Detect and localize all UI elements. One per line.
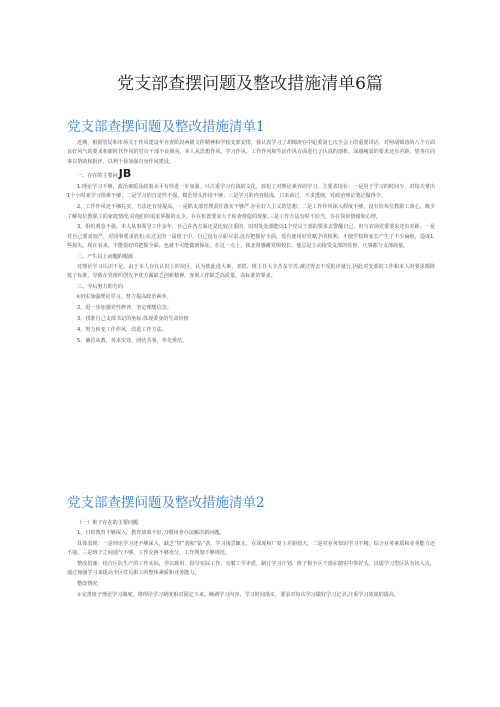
section-1-body [67, 139, 435, 347]
section-1-intro: 近期，根据管局和市场关于作风建设年自查阶段两级文件精神和学校支部安排，我认真学习了胡锦涛在中纪委第七次全会上的重要讲话。对照胡锦涛的八个方面良好风气的要求和新时代作风的党员干部不良倾向，本人从思想作风、学习作风、工作作风和生活作风方面进行了认真的剖析，深感瘦弱的要求还有差距，望各位同事以帮助和批评，以利于我加强自身作风建设。 [67, 140, 435, 165]
section-2-paragraph-2: 具体表现：一是理论学习还不够深入，缺乏“挤”劲和“钻”劲，学习浅尝辄止，在深度和广度上差距较大。二是对业务知识学习不精，综合业务素质和业务能力还不强。三是班子之间通气不够，工作交换不够充分，工作规划不够规范。 [67, 541, 435, 557]
list-item: 3、找准自己支部书记的坐标,体现委身的生命价值 [77, 316, 189, 323]
list-item: 5、廉洁从教，务求实效，团结共事，率先垂范。 [77, 337, 188, 344]
section-2-paragraph-3: 整改措施：结合区队生产的工作实际，学以致用，指导实际工作，克服工学矛盾，制订学习计划，班子和全区干部在踏实中带好头。以提学习型区队为切入点，通过加强学习来提高全区党员职工的整体素质和业务能力。 [67, 561, 435, 577]
document-title: 党支部查摆问题及整改措施清单6篇 [117, 74, 383, 94]
section-2-paragraph-1: 1、日常教育不够深入，教育效果不好,习惯用老办法解决新问题。 [77, 530, 225, 537]
list-item: 2、进一步加强党性修养，坚定理想信念。 [77, 305, 172, 312]
list-item: k切实加强理论学习，努力提高政治素养。 [77, 294, 172, 301]
list-item: 4、努力转变工作作风，改进工作方法。 [77, 326, 167, 333]
section-1-heading-1-text: 一、存在的主要问 [77, 172, 118, 179]
section-1-heading-1-suffix: JB [118, 166, 132, 180]
section-2-paragraph-5: ①完善班子理论学习制度，将理论学习制度相对固定下来。确剥学习内容、学习时间落实，要求对每次学习做好学习记录,注重学习效果的提高。 [77, 592, 400, 599]
section-1-heading-3: 三、今后努力的方向 [77, 284, 123, 291]
section-1-paragraph-4: 对理论学习认识不足。由于本人存在认识上的误区，认为彼此进大素，老搭、班主任大辛苦多辛苦,被过得去不受批评就行,因此对支部的工作和本人的要求都降低了标准，导致在党组织创先争优方面缺乏创新精神，客观工作缺乏高质量，高标准的要求。 [67, 264, 435, 280]
section-1-title: 党支部查摆问题及整改措施清单1 [67, 119, 265, 135]
section-1-paragraph-1: 1.理论学习不够，政治素质及政策水平有待进一步加强。只注重学习有钱的文化，放松了对理论素养的学习。主要表现在：一是用于学习的时间少，对每天拿出1个小时来学习很难不够；二是学习的自觉性不强，模范带头作用不够；三是学习的内容肤浅，只求读过，不求透彻，对政治理论笔记做得少。 [67, 184, 435, 200]
section-2-paragraph-4: 整改情况： [77, 581, 103, 588]
section-2-body [67, 518, 435, 602]
section-2-heading-1: （一）班子存在的主要问题 [77, 520, 139, 526]
section-2-title: 党支部查摆问题及整改措施清单2 [67, 495, 265, 511]
section-1-heading-1 [67, 166, 435, 181]
section-1-paragraph-3: 3、组织观念不强。本人从事领导工作多年，自己在各方面还是比较注重的，时时处处都能以1个党员干部的要求去警醒自己，但与农场党委要求还有差距。一是对自己要求较严，对同事要求放松;在过去的一届班子中，自己没有尽职尽责,没有把握好全面，没有使用好党赋予的权利，才使学校和家长产生了不少麻烦，造成1.些损失。现在看来，不能很好的把握全面，也就不可能做到保证。在这一点上，我北常感谢党组校长，他总是主动接受支部的监督，凡事都与支部商量。 [67, 224, 435, 249]
section-1-paragraph-2: 2、工作作风还不够扎实，方法还有待提高。一是抓支部管理责任落实不够严,存在好人主义的思想；二是工作作风深入程度不够，没有恰每位教职工谈心，吸少了解每位教职工的家庭情况,对他们的需求掌握的太少。存在布置要求大于检查督促的现象,三是工作方法有时不恰当，存在简单情绪和心理。 [67, 204, 435, 220]
section-1-heading-2: 二、产生以上问题的根源 [77, 253, 134, 260]
